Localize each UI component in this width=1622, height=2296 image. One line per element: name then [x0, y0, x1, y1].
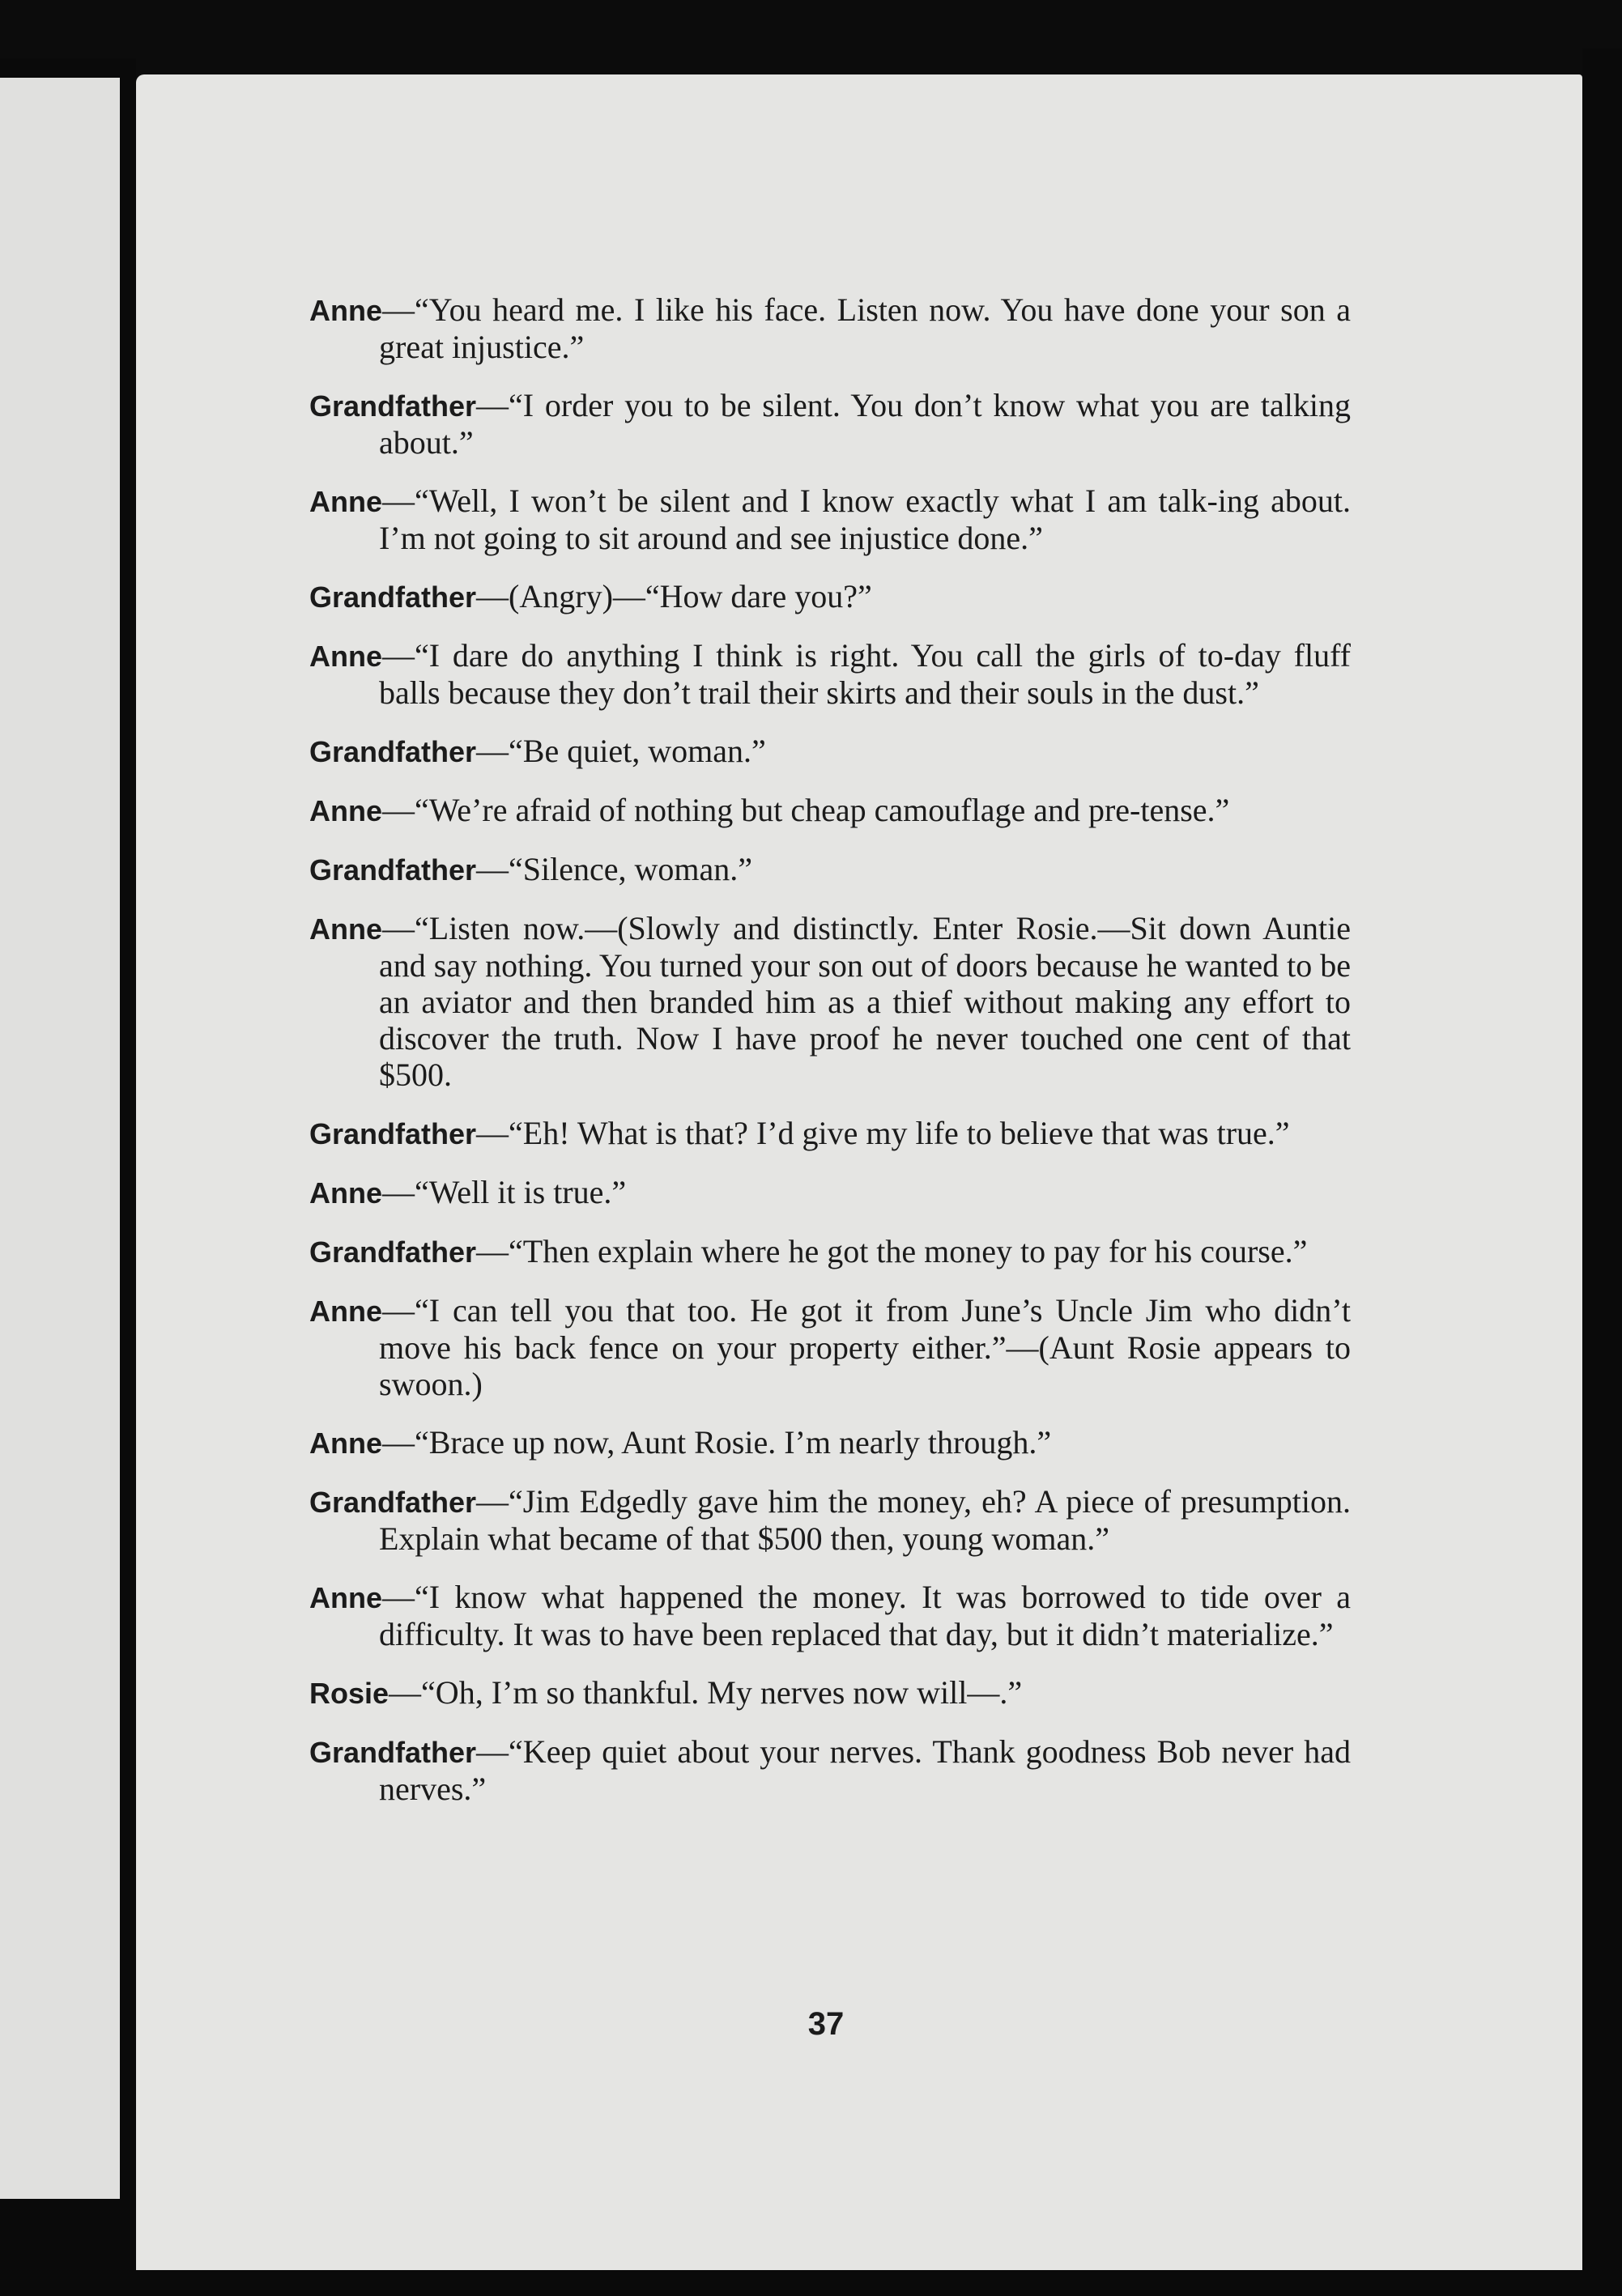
dialogue-line: “We’re afraid of nothing but cheap camouflage and pre-tense.” — [415, 792, 1230, 828]
dialogue-line: “Oh, I’m so thankful. My nerves now will—.” — [421, 1674, 1023, 1711]
speaker-name: Grandfather — [309, 1736, 477, 1769]
speaker-name: Anne — [309, 294, 382, 327]
speaker-name: Grandfather — [309, 1235, 477, 1269]
facing-page-edge — [0, 78, 120, 2199]
dialogue-entry — [309, 483, 1351, 556]
speaker-name: Rosie — [309, 1677, 390, 1710]
speaker-separator: — — [476, 578, 509, 614]
speaker-name: Grandfather — [309, 1117, 477, 1150]
speaker-separator: — — [382, 1292, 415, 1329]
speaker-separator: — — [382, 910, 415, 946]
speaker-name: Anne — [309, 1581, 382, 1614]
dialogue-entry — [309, 291, 1351, 365]
dialogue-line: “I know what happened the money. It was borrowed to tide over a difficulty. It was to have been replaced that day, but it didn’t materialize.” — [379, 1579, 1351, 1652]
dialogue-line: “Well it is true.” — [415, 1174, 627, 1210]
speaker-name: Anne — [309, 912, 382, 946]
dialogue-entry — [309, 637, 1351, 711]
dialogue-entry — [309, 851, 1351, 888]
dialogue-line: “I can tell you that too. He got it from June’s Uncle Jim who didn’t move his back fence on your property either.”—(Aunt Rosie appears to swoon.) — [379, 1292, 1351, 1402]
dialogue-line: “I order you to be silent. You don’t know what you are talking about.” — [379, 387, 1351, 461]
speaker-name: Anne — [309, 1426, 382, 1460]
speaker-separator: — — [476, 387, 509, 423]
speaker-name: Anne — [309, 485, 382, 518]
dialogue-entry — [309, 1115, 1351, 1152]
speaker-name: Anne — [309, 794, 382, 827]
dialogue-entry — [309, 792, 1351, 829]
speaker-separator: — — [476, 1233, 509, 1269]
speaker-separator: — — [382, 1174, 415, 1210]
speaker-name: Anne — [309, 1176, 382, 1210]
dialogue-entry — [309, 733, 1351, 770]
speaker-separator: — — [382, 637, 415, 674]
dialogue-entry — [309, 1233, 1351, 1270]
dialogue-line: (Angry)—“How dare you?” — [509, 578, 872, 614]
dialogue-line: “Keep quiet about your nerves. Thank goodness Bob never had nerves.” — [379, 1733, 1351, 1807]
speaker-separator: — — [382, 291, 415, 328]
dialogue-line: “You heard me. I like his face. Listen now. You have done your son a great injustice.” — [379, 291, 1351, 365]
dialogue-entry — [309, 910, 1351, 1093]
dialogue-entry — [309, 578, 1351, 615]
dialogue-line: “Silence, woman.” — [509, 851, 753, 887]
dialogue-entry — [309, 1733, 1351, 1807]
speaker-separator: — — [382, 792, 415, 828]
dialogue-entry — [309, 387, 1351, 461]
dialogue-line: “Then explain where he got the money to pay for his course.” — [509, 1233, 1308, 1269]
dialogue-entry — [309, 1579, 1351, 1652]
speaker-name: Grandfather — [309, 735, 477, 768]
page-bottom-border — [0, 2270, 1622, 2296]
speaker-separator: — — [389, 1674, 422, 1711]
dialogue-entry — [309, 1292, 1351, 1402]
speaker-separator: — — [476, 1483, 509, 1520]
dialogue-entry — [309, 1174, 1351, 1211]
dialogue-entry — [309, 1483, 1351, 1557]
speaker-separator: — — [382, 483, 415, 519]
dialogue-text — [309, 291, 1351, 1829]
speaker-separator: — — [476, 733, 509, 769]
speaker-separator: — — [382, 1579, 415, 1615]
speaker-name: Grandfather — [309, 1486, 477, 1519]
dialogue-line: “Brace up now, Aunt Rosie. I’m nearly through.” — [415, 1424, 1052, 1461]
speaker-name: Anne — [309, 1295, 382, 1328]
speaker-name: Grandfather — [309, 389, 477, 423]
dialogue-line: “Be quiet, woman.” — [509, 733, 766, 769]
speaker-separator: — — [382, 1424, 415, 1461]
dialogue-line: “Jim Edgedly gave him the money, eh? A piece of presumption. Explain what became of that $500 then, young woman.” — [379, 1483, 1351, 1557]
speaker-separator: — — [476, 851, 509, 887]
dialogue-line: “I dare do anything I think is right. You call the girls of to-day fluff balls because they don’t trail their skirts and their souls in the dust.” — [379, 637, 1351, 711]
speaker-separator: — — [476, 1733, 509, 1770]
speaker-name: Grandfather — [309, 853, 477, 887]
dialogue-line: “Listen now.—(Slowly and distinctly. Enter Rosie.—Sit down Auntie and say nothing. You turned your son out of doors because he wanted to be an aviator and then branded him as a thief without making any effort to discover the truth. Now I have proof he never touched one cent of that $500. — [379, 910, 1351, 1093]
dialogue-line: “Eh! What is that? I’d give my life to believe that was true.” — [509, 1115, 1290, 1151]
page-number: 37 — [807, 2006, 845, 2042]
dialogue-line: “Well, I won’t be silent and I know exactly what I am talk-ing about. I’m not going to sit around and see injustice done.” — [379, 483, 1351, 556]
speaker-separator: — — [476, 1115, 509, 1151]
dialogue-entry — [309, 1424, 1351, 1461]
page-right-border — [1582, 49, 1622, 2296]
speaker-name: Grandfather — [309, 580, 477, 614]
speaker-name: Anne — [309, 640, 382, 673]
dialogue-entry — [309, 1674, 1351, 1711]
